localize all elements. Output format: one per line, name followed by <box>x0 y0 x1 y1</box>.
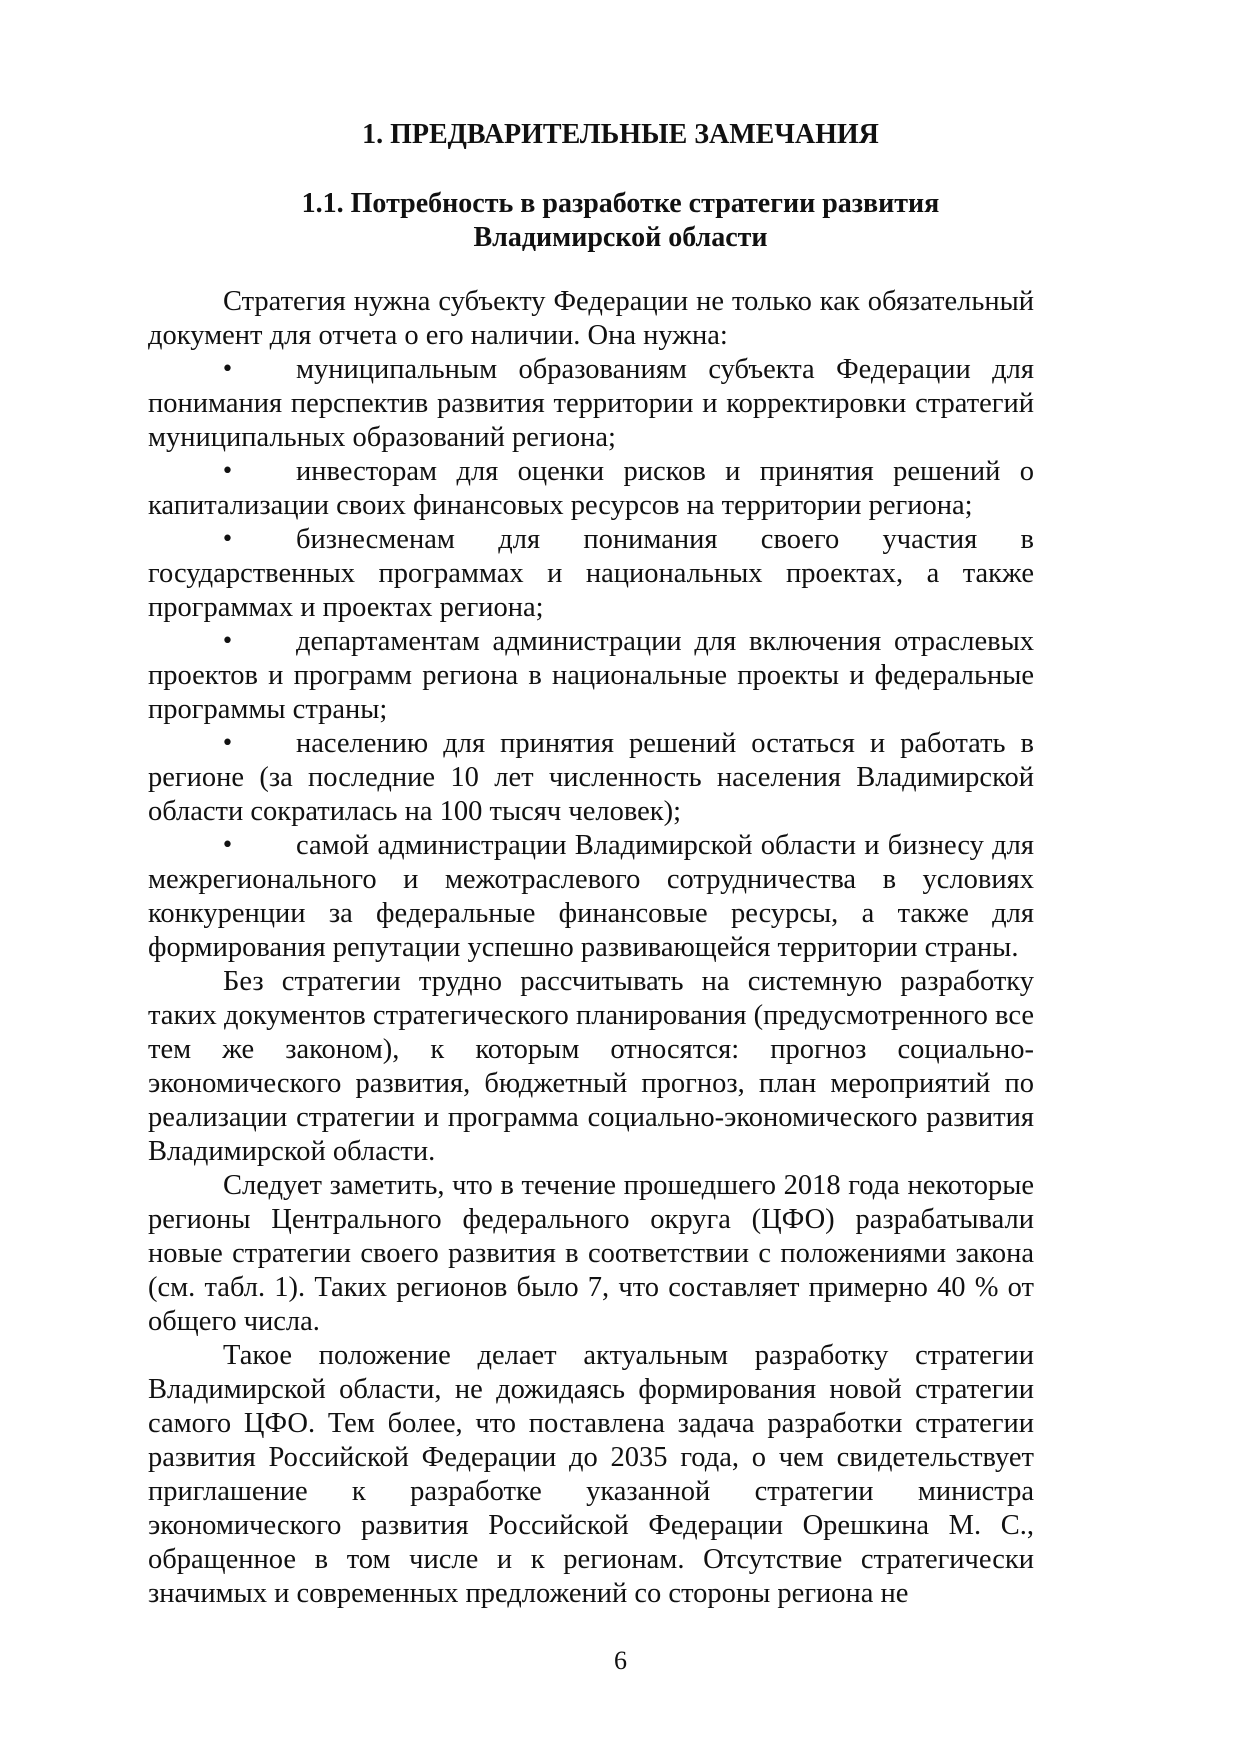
body-text <box>148 285 1034 1611</box>
bullet-text: инвесторам для оценки рисков и принятия решений о капитализации своих финансовых ресурсов на территории региона; <box>148 456 1034 521</box>
bullet-item <box>148 829 1034 965</box>
intro-paragraph: Стратегия нужна субъекту Федерации не только как обязательный документ для отчета о его наличии. Она нужна: <box>148 286 1034 351</box>
bullet-text: муниципальным образованиям субъекта Федерации для понимания перспектив развития территории и корректировки стратегий муниципальных образований региона; <box>148 354 1034 453</box>
bullet-text: бизнесменам для понимания своего участия в государственных программах и национальных проектах, а также программах и проектах региона; <box>148 524 1034 623</box>
bullet-text: департаментам администрации для включения отраслевых проектов и программ региона в национальные проекты и федеральные программы страны; <box>148 626 1034 725</box>
page-number: 6 <box>614 1646 627 1675</box>
bullet-icon: • <box>221 357 234 382</box>
bullet-item <box>148 727 1034 829</box>
bullet-text: населению для принятия решений остаться и работать в регионе (за последние 10 лет численность населения Владимирской области сократилась на 100 тысяч человек); <box>148 728 1034 827</box>
body-paragraph: Следует заметить, что в течение прошедшего 2018 года некоторые регионы Центрального федерального округа (ЦФО) разрабатывали новые стратегии своего развития в соответствии с положениями закона (см. табл. 1). Таких регионов было 7, что составляет примерно 40 % от общего числа. <box>148 1170 1034 1337</box>
bullet-item <box>148 625 1034 727</box>
section-title-line-2: Владимирской области <box>473 222 768 253</box>
bullet-icon: • <box>221 527 234 552</box>
section-title-line-1: 1.1. Потребность в разработке стратегии развития <box>301 188 940 219</box>
bullet-list <box>148 353 1034 965</box>
body-paragraph: Без стратегии трудно рассчитывать на системную разработку таких документов стратегического планирования (предусмотренного все тем же законом), к которым относятся: прогноз социально-экономического развития, бюджетный прогноз, план мероприятий по реализации стратегии и программа социально-экономического развития Владимирской области. <box>148 966 1034 1167</box>
chapter-title: 1. ПРЕДВАРИТЕЛЬНЫЕ ЗАМЕЧАНИЯ <box>362 119 879 150</box>
bullet-item <box>148 523 1034 625</box>
section-title <box>0 187 1241 255</box>
bullet-icon: • <box>221 459 234 484</box>
bullet-icon: • <box>221 629 234 654</box>
bullet-item <box>148 455 1034 523</box>
bullet-icon: • <box>221 731 234 756</box>
bullet-text: самой администрации Владимирской области и бизнесу для межрегионального и межотраслевого сотрудничества в условиях конкуренции за федеральные финансовые ресурсы, а также для формирования репутации успешно развивающейся территории страны. <box>148 830 1034 963</box>
body-paragraph: Такое положение делает актуальным разработку стратегии Владимирской области, не дожидаясь формирования новой стратегии самого ЦФО. Тем более, что поставлена задача разработки стратегии развития Российской Федерации до 2035 года, о чем свидетельствует приглашение к разработке указанной стратегии министра экономического развития Российской Федерации Орешкина М. С., обращенное в том числе и к регионам. Отсутствие стратегически значимых и современных предложений со стороны региона не <box>148 1340 1034 1609</box>
bullet-item <box>148 353 1034 455</box>
bullet-icon: • <box>221 833 234 858</box>
